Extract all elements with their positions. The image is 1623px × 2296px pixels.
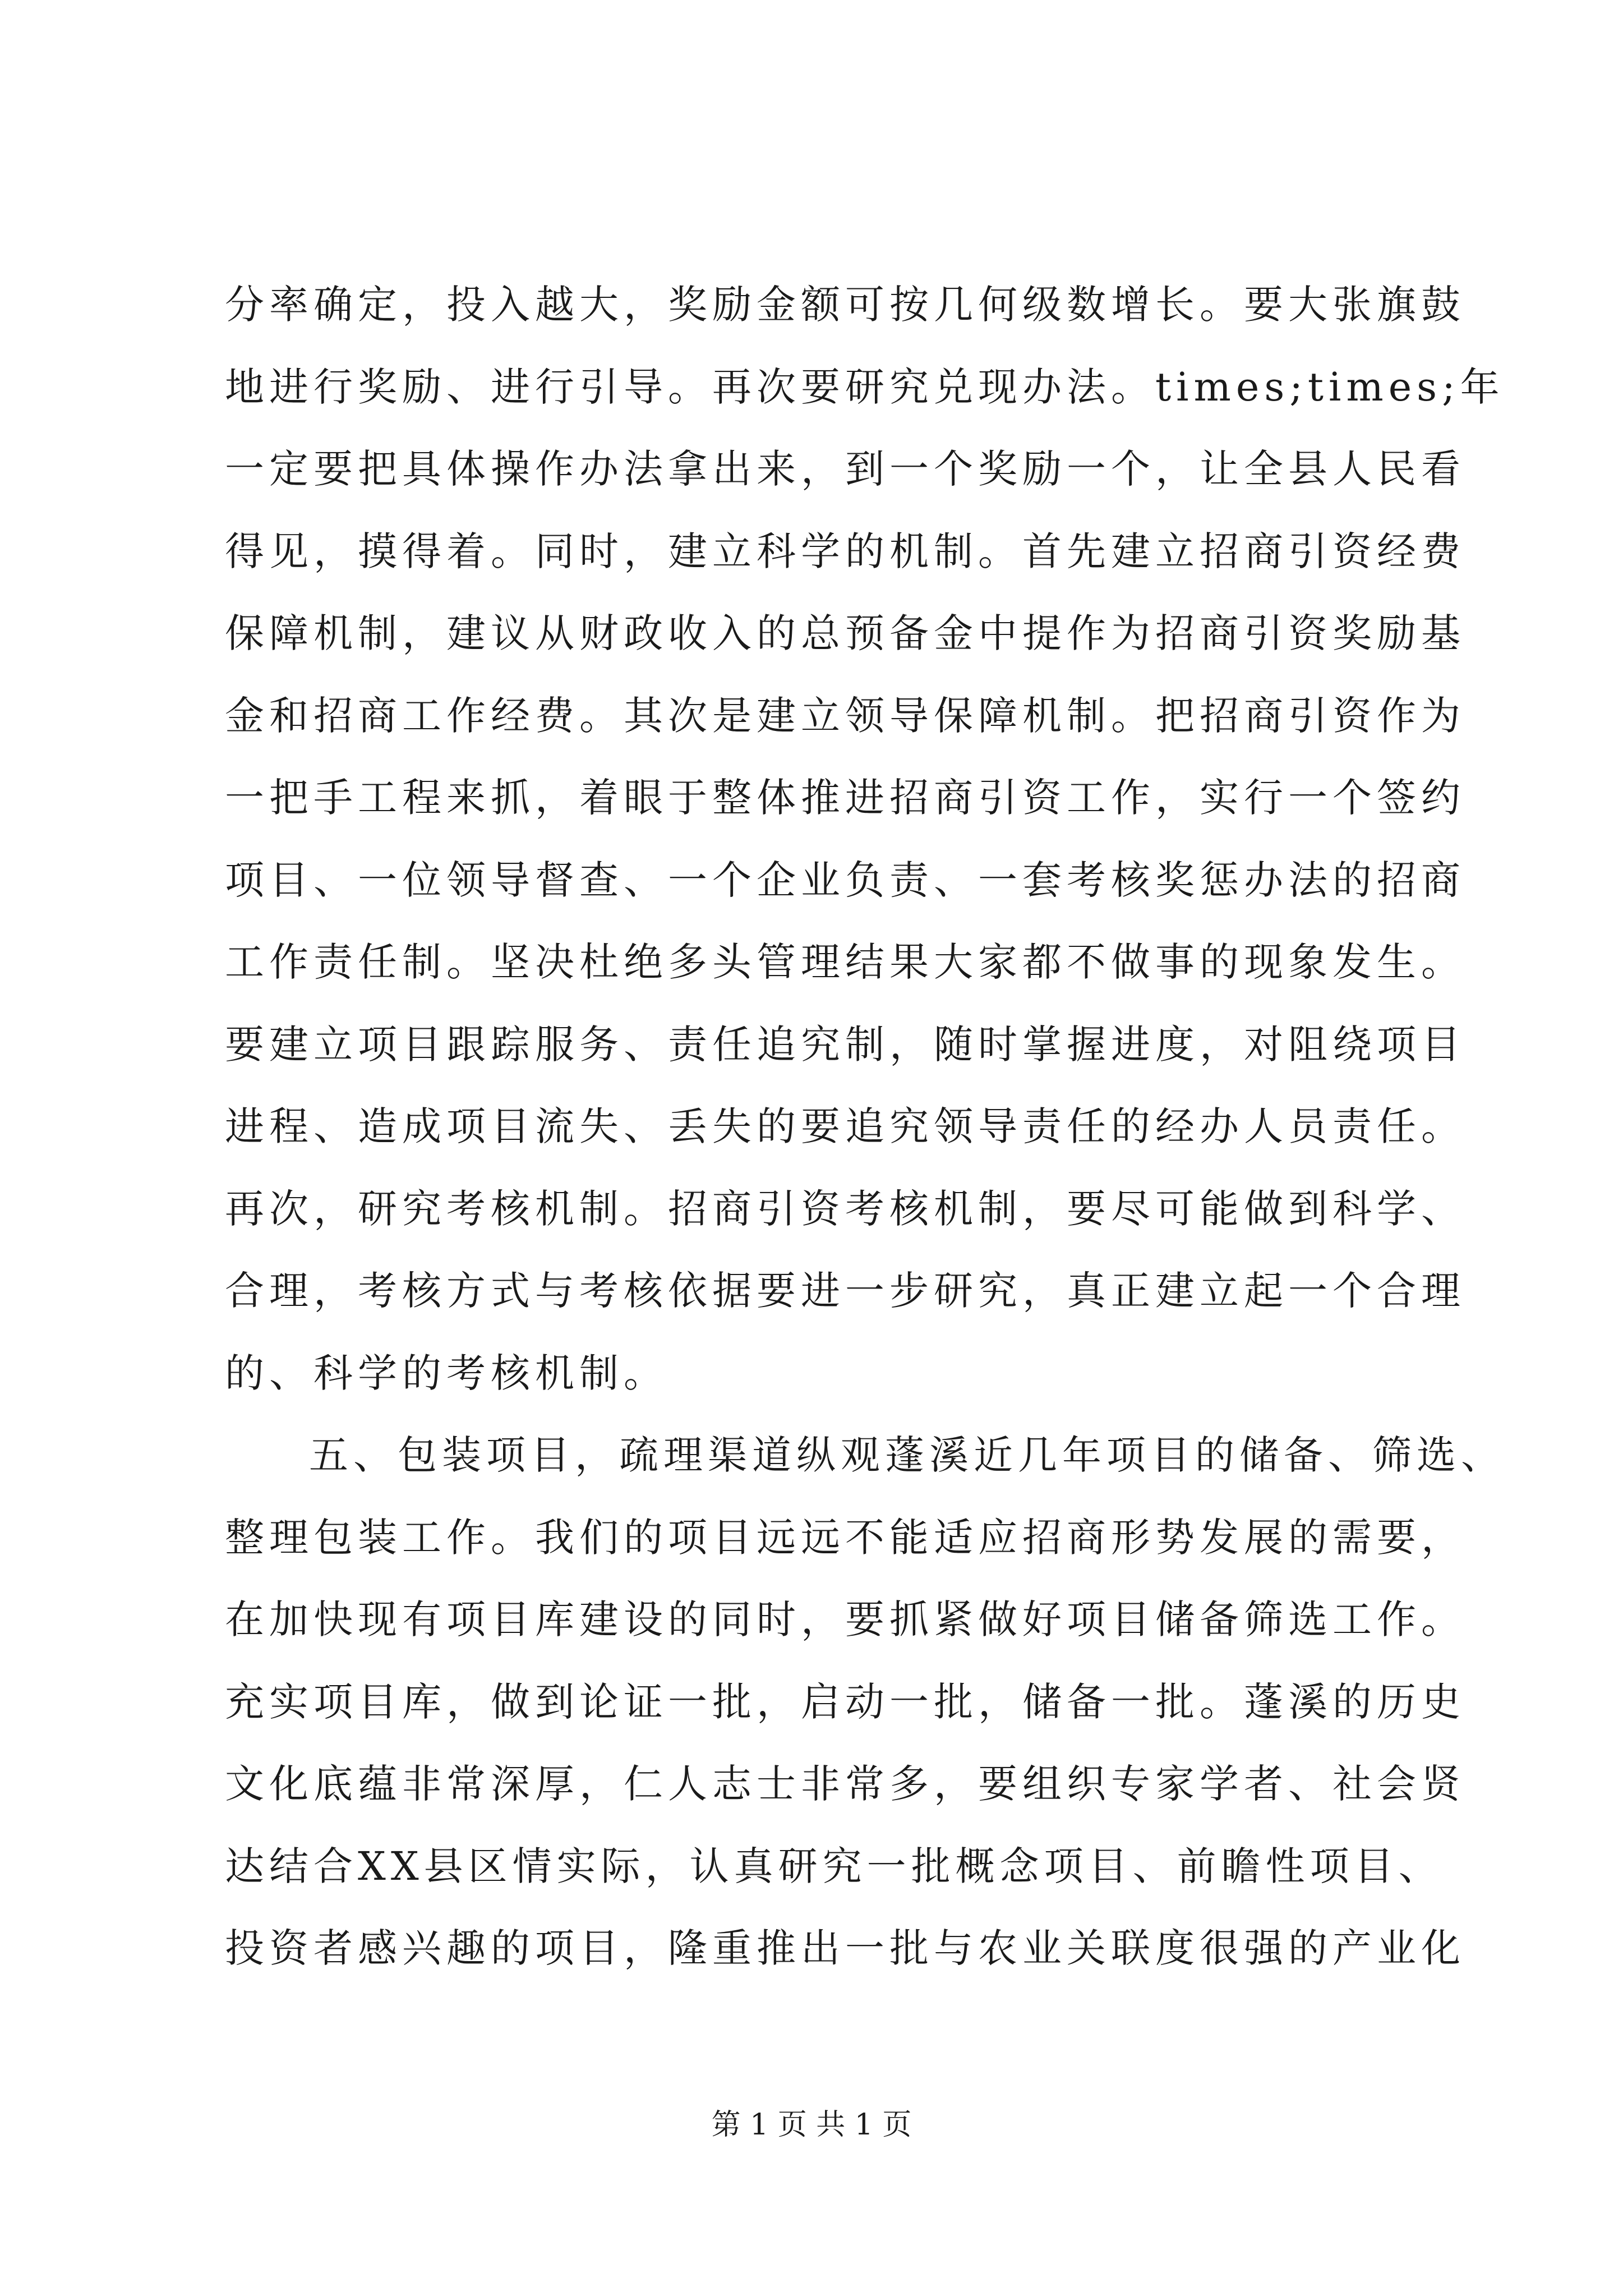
text-line: 文化底蕴非常深厚，仁人志士非常多，要组织专家学者、社会贤 bbox=[225, 1761, 1465, 1807]
text-line: 合理，考核方式与考核依据要进一步研究，真正建立起一个合理 bbox=[225, 1268, 1465, 1314]
text-line: 保障机制，建议从财政收入的总预备金中提作为招商引资奖励基 bbox=[225, 610, 1465, 656]
text-line: 地进行奖励、进行引导。再次要研究兑现办法。times;times;年 bbox=[225, 364, 1505, 410]
text-line: 一定要把具体操作办法拿出来，到一个奖励一个，让全县人民看 bbox=[225, 446, 1465, 492]
document-body bbox=[225, 264, 1505, 1990]
text-line: 再次，研究考核机制。招商引资考核机制，要尽可能做到科学、 bbox=[225, 1185, 1465, 1232]
text-line: 工作责任制。坚决杜绝多头管理结果大家都不做事的现象发生。 bbox=[225, 939, 1465, 985]
text-line: 进程、造成项目流失、丢失的要追究领导责任的经办人员责任。 bbox=[225, 1103, 1465, 1149]
text-line: 分率确定，投入越大，奖励金额可按几何级数增长。要大张旗鼓 bbox=[225, 282, 1465, 328]
text-line: 达结合XX县区情实际，认真研究一批概念项目、前瞻性项目、 bbox=[225, 1843, 1443, 1889]
section-heading-line: 五、包装项目，疏理渠道纵观蓬溪近几年项目的储备、筛选、 bbox=[309, 1432, 1505, 1478]
text-line: 充实项目库，做到论证一批，启动一批，储备一批。蓬溪的历史 bbox=[225, 1678, 1465, 1725]
text-line: 项目、一位领导督查、一个企业负责、一套考核奖惩办法的招商 bbox=[225, 857, 1465, 903]
text-line: 一把手工程来抓，着眼于整体推进招商引资工作，实行一个签约 bbox=[225, 775, 1465, 821]
text-line: 在加快现有项目库建设的同时，要抓紧做好项目储备筛选工作。 bbox=[225, 1596, 1465, 1642]
text-line: 要建立项目跟踪服务、责任追究制，随时掌握进度，对阻绕项目 bbox=[225, 1021, 1465, 1068]
text-line: 的、科学的考核机制。 bbox=[225, 1350, 668, 1396]
page-footer: 第 1 页 共 1 页 bbox=[711, 2108, 912, 2142]
text-line: 得见，摸得着。同时，建立科学的机制。首先建立招商引资经费 bbox=[225, 528, 1465, 574]
text-line: 整理包装工作。我们的项目远远不能适应招商形势发展的需要， bbox=[225, 1514, 1465, 1561]
text-line: 金和招商工作经费。其次是建立领导保障机制。把招商引资作为 bbox=[225, 692, 1465, 739]
text-line: 投资者感兴趣的项目，隆重推出一批与农业关联度很强的产业化 bbox=[225, 1925, 1465, 1971]
